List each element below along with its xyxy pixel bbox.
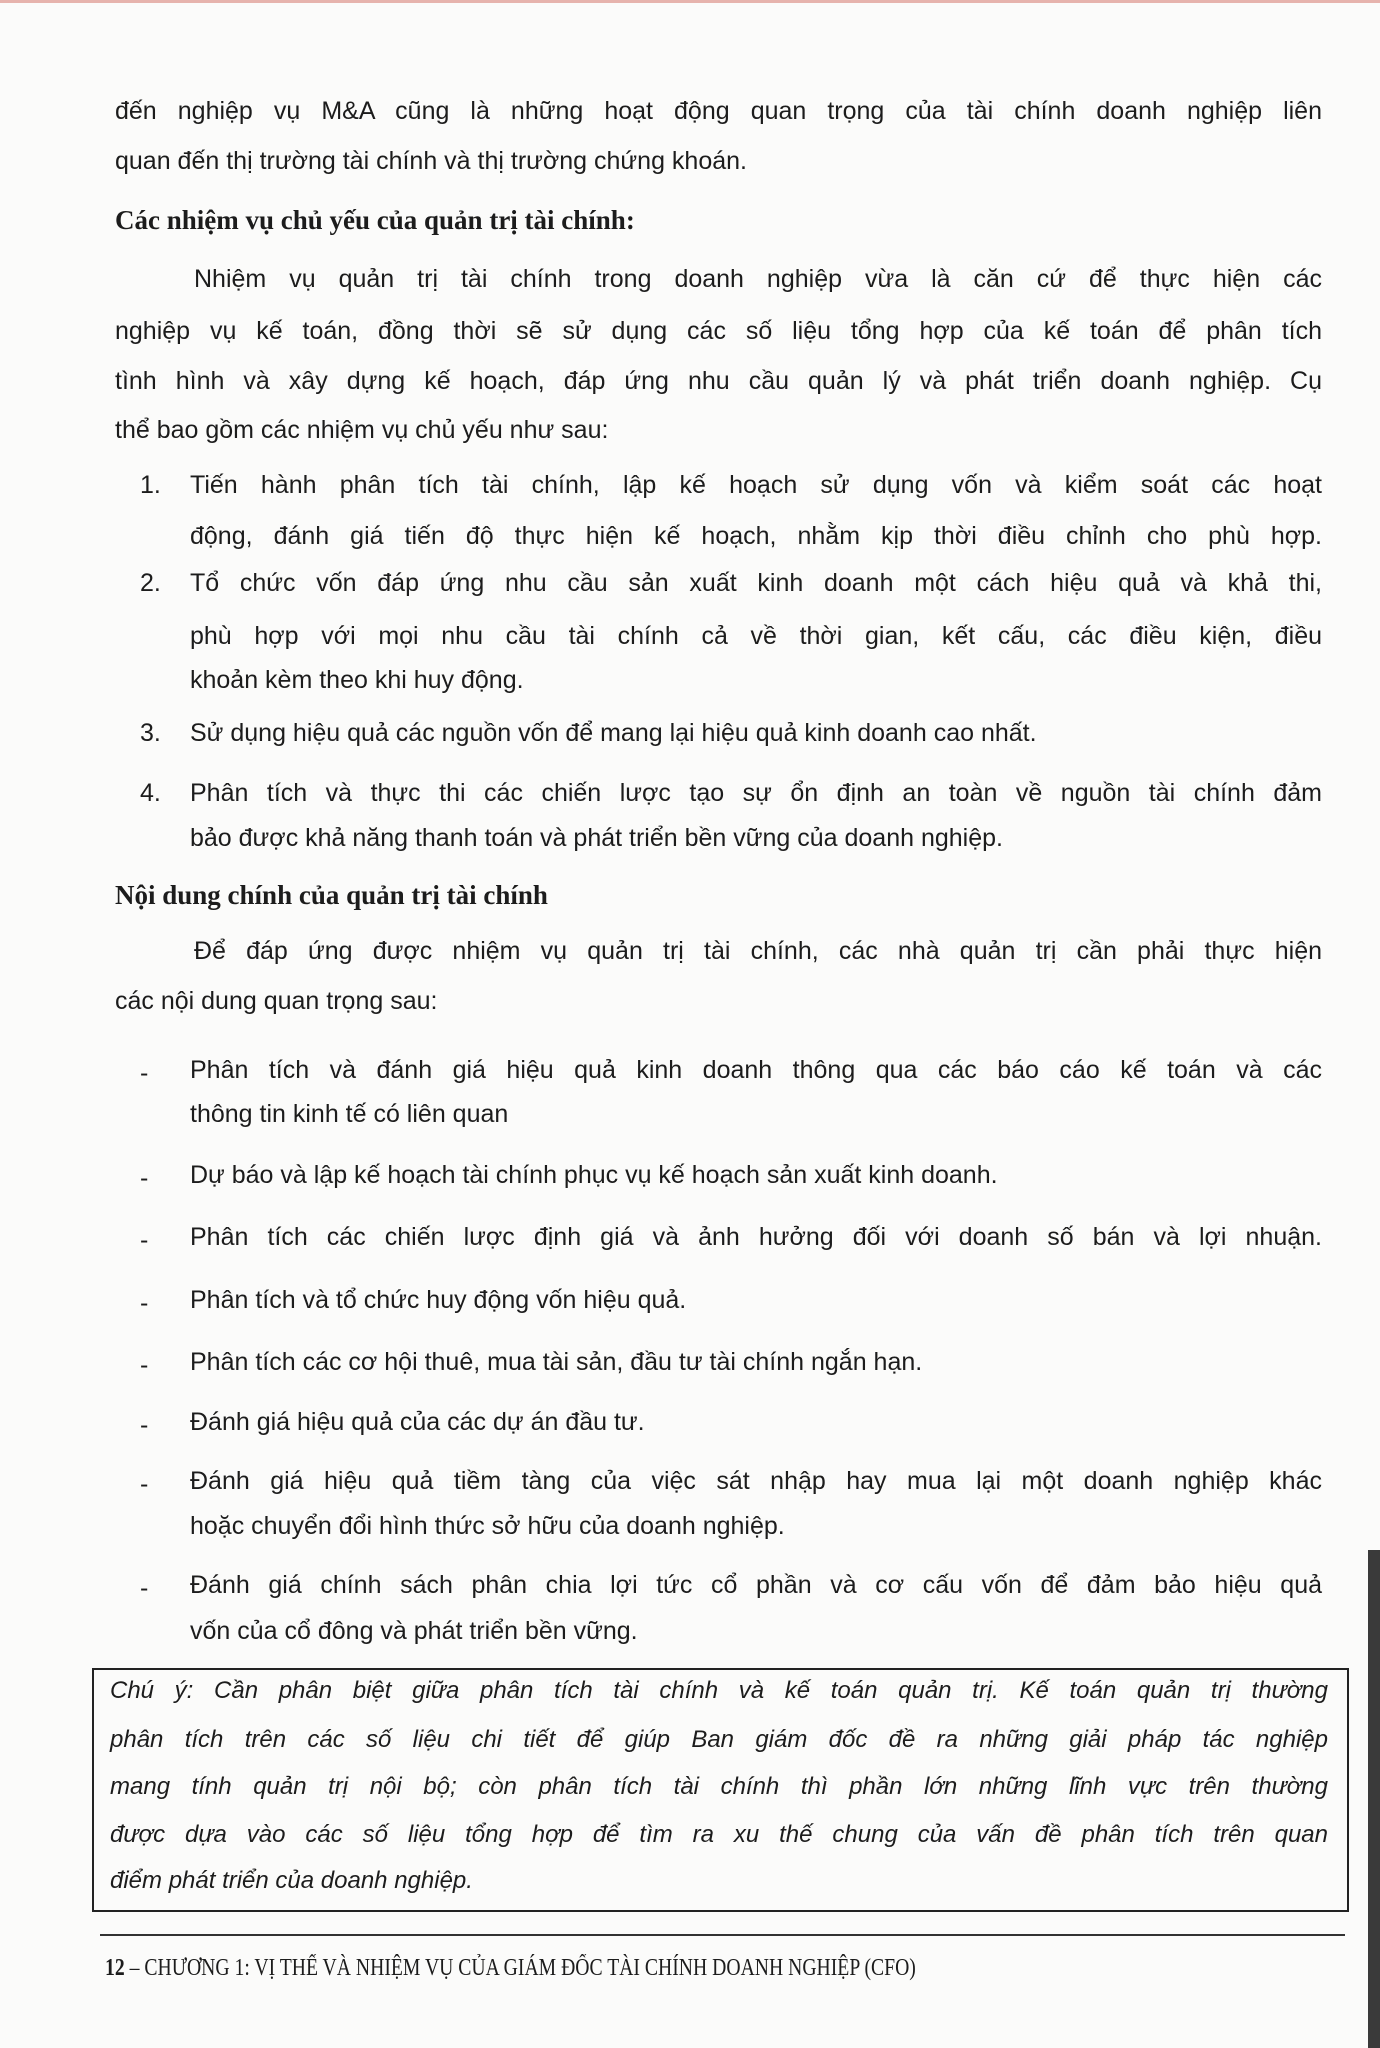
bullet-dash: - <box>140 1351 149 1379</box>
list-item-line: Phân tích và thực thi các chiến lược tạo sự ổn định an toàn về nguồn tài chính đảm <box>190 779 1322 807</box>
list-number: 3. <box>140 719 161 747</box>
bullet-dash: - <box>140 1289 149 1317</box>
bullet-dash: - <box>140 1226 149 1254</box>
text-line: thể bao gồm các nhiệm vụ chủ yếu như sau: <box>115 416 609 444</box>
list-item-line: Phân tích các chiến lược định giá và ảnh hưởng đối với doanh số bán và lợi nhuận. <box>190 1223 1322 1251</box>
list-item-line: Phân tích các cơ hội thuê, mua tài sản, đầu tư tài chính ngắn hạn. <box>190 1348 923 1376</box>
text-line: quan đến thị trường tài chính và thị trường chứng khoán. <box>115 147 747 175</box>
list-item-line: Đánh giá hiệu quả của các dự án đầu tư. <box>190 1408 645 1436</box>
list-item-line: khoản kèm theo khi huy động. <box>190 666 524 694</box>
list-item-line: bảo được khả năng thanh toán và phát triển bền vững của doanh nghiệp. <box>190 824 1003 852</box>
text-line: Để đáp ứng được nhiệm vụ quản trị tài chính, các nhà quản trị cần phải thực hiện <box>194 937 1322 965</box>
list-item-line: Phân tích và tổ chức huy động vốn hiệu quả. <box>190 1286 687 1314</box>
list-number: 4. <box>140 779 161 807</box>
text-line: các nội dung quan trọng sau: <box>115 987 438 1015</box>
list-item-line: động, đánh giá tiến độ thực hiện kế hoạch, nhằm kịp thời điều chỉnh cho phù hợp. <box>190 522 1322 550</box>
list-item-line: Tổ chức vốn đáp ứng nhu cầu sản xuất kinh doanh một cách hiệu quả và khả thi, <box>190 569 1322 597</box>
text-line: Nhiệm vụ quản trị tài chính trong doanh nghiệp vừa là căn cứ để thực hiện các <box>194 265 1322 293</box>
list-item-line: Đánh giá hiệu quả tiềm tàng của việc sát nhập hay mua lại một doanh nghiệp khác <box>190 1467 1322 1495</box>
footer-rule <box>100 1934 1345 1936</box>
text-line: đến nghiệp vụ M&A cũng là những hoạt động quan trọng của tài chính doanh nghiệp liên <box>115 97 1322 125</box>
list-item-line: Sử dụng hiệu quả các nguồn vốn để mang lại hiệu quả kinh doanh cao nhất. <box>190 719 1037 747</box>
bullet-dash: - <box>140 1411 149 1439</box>
bullet-dash: - <box>140 1059 149 1087</box>
list-item-line: phù hợp với mọi nhu cầu tài chính cả về thời gian, kết cấu, các điều kiện, điều <box>190 622 1322 650</box>
section-heading-contents: Nội dung chính của quản trị tài chính <box>115 880 548 910</box>
bullet-dash: - <box>140 1164 149 1192</box>
list-item-line: Đánh giá chính sách phân chia lợi tức cổ phần và cơ cấu vốn để đảm bảo hiệu quả <box>190 1571 1322 1599</box>
section-heading-tasks: Các nhiệm vụ chủ yếu của quản trị tài chính: <box>115 205 635 235</box>
list-item-line: Tiến hành phân tích tài chính, lập kế hoạch sử dụng vốn và kiểm soát các hoạt <box>190 471 1322 499</box>
note-line: mang tính quản trị nội bộ; còn phân tích tài chính thì phần lớn những lĩnh vực trên thường <box>110 1773 1328 1800</box>
page-number: 12 <box>105 1955 125 1981</box>
list-item-line: vốn của cổ đông và phát triển bền vững. <box>190 1617 638 1645</box>
text-line: nghiệp vụ kế toán, đồng thời sẽ sử dụng các số liệu tổng hợp của kế toán để phân tích <box>115 317 1322 345</box>
note-line: phân tích trên các số liệu chi tiết để giúp Ban giám đốc đề ra những giải pháp tác nghiệp <box>110 1726 1328 1753</box>
page-top-edge <box>0 0 1380 3</box>
list-item-line: thông tin kinh tế có liên quan <box>190 1100 509 1128</box>
list-number: 2. <box>140 569 161 597</box>
list-item-line: Phân tích và đánh giá hiệu quả kinh doanh thông qua các báo cáo kế toán và các <box>190 1056 1322 1084</box>
list-item-line: Dự báo và lập kế hoạch tài chính phục vụ kế hoạch sản xuất kinh doanh. <box>190 1161 998 1189</box>
chapter-title: – CHƯƠNG 1: VỊ THẾ VÀ NHIỆM VỤ CỦA GIÁM ĐỐC TÀI CHÍNH DOANH NGHIỆP (CFO) <box>124 1955 916 1981</box>
list-item-line: hoặc chuyển đổi hình thức sở hữu của doanh nghiệp. <box>190 1512 785 1540</box>
note-line: Chú ý: Cần phân biệt giữa phân tích tài chính và kế toán quản trị. Kế toán quản trị thường <box>110 1677 1328 1704</box>
note-line: điểm phát triển của doanh nghiệp. <box>110 1867 473 1894</box>
bullet-dash: - <box>140 1574 149 1602</box>
bullet-dash: - <box>140 1470 149 1498</box>
scan-shadow-edge <box>1368 1550 1380 2048</box>
page-footer <box>105 1955 916 1982</box>
list-number: 1. <box>140 471 161 499</box>
text-line: tình hình và xây dựng kế hoạch, đáp ứng nhu cầu quản lý và phát triển doanh nghiệp. Cụ <box>115 367 1322 395</box>
note-line: được dựa vào các số liệu tổng hợp để tìm ra xu thế chung của vấn đề phân tích trên quan <box>110 1821 1328 1848</box>
